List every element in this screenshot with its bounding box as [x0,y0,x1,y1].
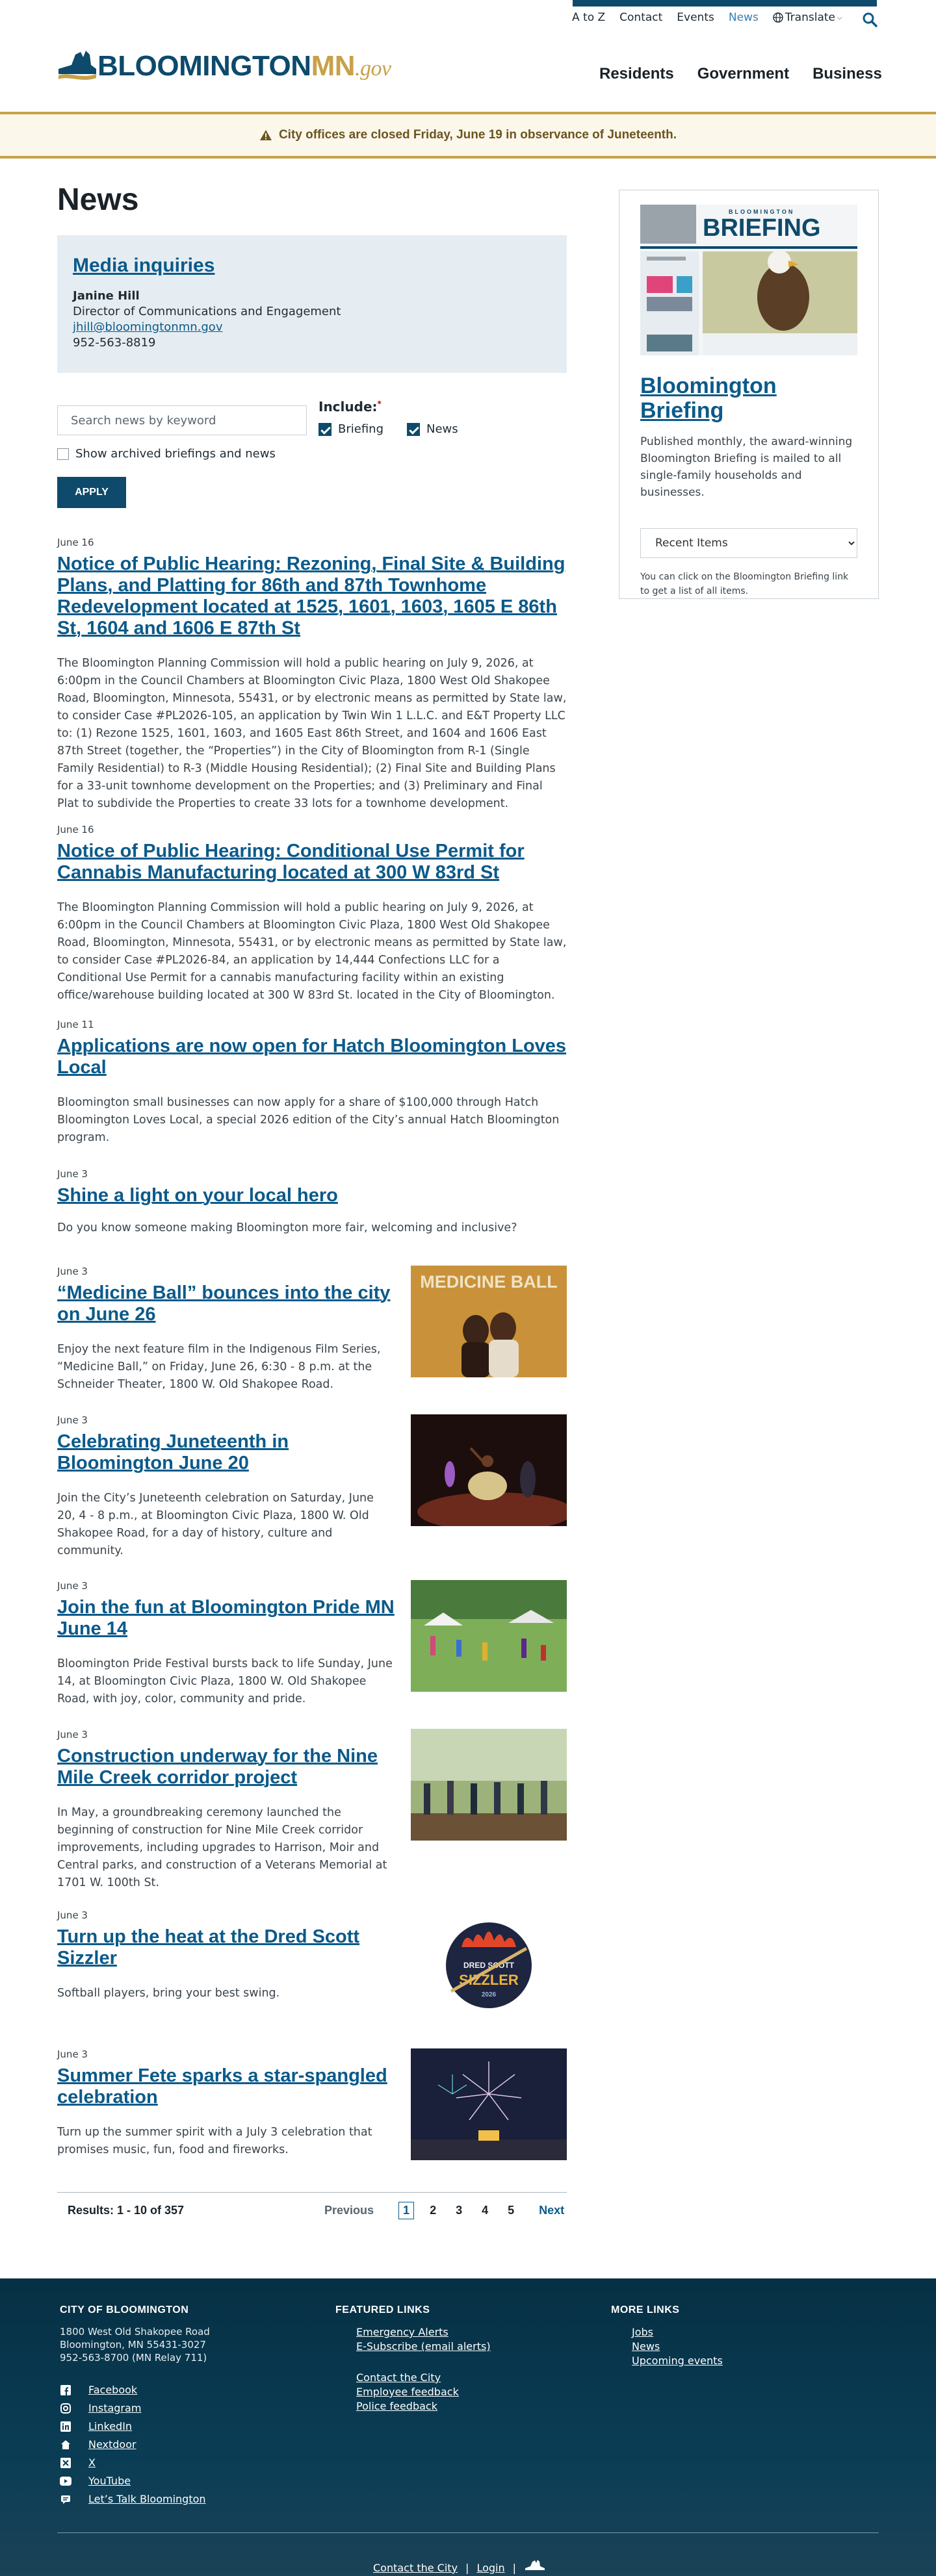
cover-small-text: BLOOMINGTON [729,209,795,215]
site-header [0,39,936,110]
page-4-button[interactable]: 4 [482,2204,489,2217]
cover-title-text: BRIEFING [703,214,821,242]
media-contact-name: Janine Hill [73,289,140,303]
include-label: Include:* [318,399,382,414]
sizzler-logo-top: DRED SCOTT [463,1961,514,1970]
news-summary: Enjoy the next feature film in the Indigenous Film Series, “Medicine Ball,” on Friday, June 26, 6:30 - 8 p.m. at the Schneider Theater, 1800 W. Old Shakopee Road. [57,1343,381,1391]
utility-nav [572,9,842,26]
next-page-button[interactable]: Next [539,2204,565,2217]
news-summary: Bloomington small businesses can now apply for a share of $100,000 through Hatch Bloomington Loves Local, a special 2026 edition of the City’s annual Hatch Bloomington program. [57,1096,560,1144]
top-accent-bar [573,0,877,6]
medicine-ball-poster-image[interactable] [411,1266,567,1377]
linkedin-link[interactable]: LinkedIn [88,2420,133,2432]
nav-business[interactable]: Business [812,65,882,83]
news-item [57,1266,567,1394]
x-icon [60,2457,72,2469]
news-date: June 3 [57,1729,88,1741]
lets-talk-link[interactable]: Let’s Talk Bloomington [88,2493,206,2505]
x-link[interactable]: X [88,2456,96,2469]
briefing-title-link[interactable]: Bloomington Briefing [640,374,777,423]
main-nav [599,65,882,83]
news-title-link[interactable]: Join the fun at Bloomington Pride MN June 14 [57,1597,395,1639]
apply-button[interactable]: APPLY [57,477,126,508]
instagram-icon [60,2403,72,2414]
news-item [57,824,567,1004]
briefing-checkbox[interactable] [318,422,384,436]
news-link[interactable]: News [632,2340,660,2353]
footer-divider [57,2532,879,2533]
footer-phone: 952-563-8700 (MN Relay 711) [60,2352,207,2364]
youtube-link[interactable]: YouTube [88,2475,131,2487]
translate-button[interactable] [773,11,842,24]
upcoming-events-link[interactable]: Upcoming events [632,2354,723,2367]
news-item [57,1580,567,1708]
news-title-link[interactable]: Celebrating Juneteenth in Bloomington June 20 [57,1431,289,1473]
footer-more-heading: MORE LINKS [611,2304,680,2315]
site-footer [0,2278,936,2576]
news-title-link[interactable]: Applications are now open for Hatch Bloomington Loves Local [57,1036,567,1078]
linkedin-icon [60,2421,72,2432]
news-summary: Do you know someone making Bloomington more fair, welcoming and inclusive? [57,1221,517,1234]
news-item [57,1909,567,2002]
briefing-hint: You can click on the Bloomington Briefing link to get a list of all items. [640,572,849,596]
dred-scott-sizzler-logo-image[interactable] [411,1909,567,2021]
news-item [57,537,567,813]
page-3-button[interactable]: 3 [456,2204,463,2217]
media-inquiries-heading: Media inquiries [73,255,215,276]
media-contact-phone: 952-563-8819 [73,336,156,350]
utility-link-a-to-z[interactable]: A to Z [572,11,606,24]
news-summary: Softball players, bring your best swing. [57,1987,280,2000]
instagram-link[interactable]: Instagram [88,2402,142,2414]
chevron-down-icon: ⌵ [837,14,842,21]
fireworks-image[interactable] [411,2048,567,2160]
groundbreaking-ceremony-image[interactable] [411,1729,567,1841]
briefing-cover-image[interactable] [640,205,857,355]
news-summary: In May, a groundbreaking ceremony launched the beginning of construction for Nine Mile Creek corridor improvements, including upgrades to Harrison, Moir and Central parks, and construction of a Veterans Memorial at 1701 W. 100th St. [57,1806,387,1889]
news-summary: The Bloomington Planning Commission will hold a public hearing on July 9, 2026, at 6:00pm in the Council Chambers at Bloomington Civic Plaza, 1800 West Old Shakopee Road, Bloomington, Minnesota, 55431, or by electronic means as permitted by State law, to consider Case #PL2026-84, an application by 14,444 Confections LLC for a Conditional Use Permit for a cannabis manufacturing facility within an existing office/warehouse building located at 300 W 83rd St. located in the City of Bloomington. [57,901,567,1002]
sizzler-logo-year: 2026 [481,1991,497,1998]
search-icon[interactable] [862,12,878,27]
news-item [57,1019,567,1147]
news-filter-form [57,399,567,529]
news-summary: The Bloomington Planning Commission will hold a public hearing on July 9, 2026, at 6:00pm in the Council Chambers at Bloomington Civic Plaza, 1800 West Old Shakopee Road, Bloomington, Minnesota, 55431, or by electronic means as permitted by State law, to consider Case #PL2026-105, an application by Twin Win 1 L.L.C. and E&T Property LLC to: (1) Rezone 1525, 1601, 1603, and 1605 East 86th Street, and 1604 and 1606 East 87th Street (together, the “Properties”) in the City of Bloomington from R-1 (Single Family Residential) to R-3 (Middle Housing Residential); (2) Final Site and Building Plans for a 33-unit townhome development on the Properties; and (3) Preliminary and Final Plat to subdivide the Properties to create 33 lots for a townhome development. [57,657,567,810]
contact-city-link[interactable]: Contact the City [356,2371,441,2384]
news-date: June 11 [57,1019,94,1030]
poster-title: MEDICINE BALL [420,1272,558,1292]
news-title-link[interactable]: Summer Fete sparks a star-spangled celebration [57,2065,387,2108]
login-link[interactable]: Login [476,2561,505,2574]
footer-logo-icon [524,2559,546,2576]
media-contact-email[interactable]: jhill@bloomingtonmn.gov [73,320,223,334]
news-date: June 16 [57,537,94,548]
previous-page-button[interactable]: Previous [324,2204,374,2217]
utility-link-contact[interactable]: Contact [619,11,663,24]
archived-label: Show archived briefings and news [75,447,276,461]
alert-banner [0,112,936,159]
footer-address-1: 1800 West Old Shakopee Road [60,2326,210,2338]
briefing-sidebar [619,190,879,599]
page-2-button[interactable]: 2 [430,2204,437,2217]
news-summary: Bloomington Pride Festival bursts back to life Sunday, June 14, at Bloomington Civic Plaza, 1800 W. Old Shakopee Road, with joy, color, community and pride. [57,1657,393,1705]
alert-text: City offices are closed Friday, June 19 in observance of Juneteenth. [278,128,677,142]
news-title-link[interactable]: Turn up the heat at the Dred Scott Sizzler [57,1926,360,1969]
recent-items-select[interactable] [640,528,857,558]
news-date: June 16 [57,824,94,835]
news-summary: Join the City’s Juneteenth celebration on Saturday, June 20, 4 - 8 p.m., at Bloomington Civic Plaza, 1800 W. Old Shakopee Road, for a day of history, culture and community. [57,1492,374,1557]
facebook-link[interactable]: Facebook [88,2384,138,2396]
utility-link-events[interactable]: Events [677,11,714,24]
news-date: June 3 [57,2048,88,2060]
nextdoor-icon [60,2439,72,2451]
nextdoor-link[interactable]: Nextdoor [88,2438,136,2451]
footer-city-heading: CITY OF BLOOMINGTON [60,2304,189,2315]
globe-icon [773,12,783,23]
city-logo-mark-icon [57,45,98,87]
news-checkbox[interactable] [407,422,458,436]
footer-address-2: Bloomington, MN 55431-3027 [60,2339,206,2351]
main-content [57,182,567,529]
news-item [57,1729,567,1892]
news-title-link[interactable]: “Medicine Ball” bounces into the city on June 26 [57,1282,391,1325]
news-date: June 3 [57,1168,88,1180]
news-date: June 3 [57,1266,88,1277]
archived-checkbox-box[interactable] [57,448,69,460]
e-subscribe-link[interactable]: E-Subscribe (email alerts) [356,2340,491,2353]
footer-contact-link[interactable]: Contact the City [373,2561,458,2574]
search-news-input[interactable] [57,405,307,435]
footer-city-column [60,2304,210,2508]
briefing-description: Published monthly, the award-winning Bloomington Briefing is mailed to all single-family households and businesses. [640,435,853,499]
news-item [57,2048,567,2159]
briefing-label: Briefing [338,422,384,436]
pagination [57,2192,567,2228]
news-item [57,1414,567,1560]
news-title-link[interactable]: Notice of Public Hearing: Conditional Use Permit for Cannabis Manufacturing located at 300 W 83rd St [57,841,525,883]
police-feedback-link[interactable]: Police feedback [356,2400,437,2412]
news-label: News [426,422,458,436]
site-logo[interactable] [57,45,391,87]
page-title: News [57,183,139,217]
footer-featured-column [335,2304,491,2414]
news-title-link[interactable]: Shine a light on your local hero [57,1185,338,1206]
briefing-checkbox-box[interactable] [318,423,332,436]
employee-feedback-link[interactable]: Employee feedback [356,2386,459,2398]
facebook-icon [60,2384,72,2396]
youtube-icon [60,2475,72,2487]
news-date: June 3 [57,1414,88,1426]
media-inquiries-box [57,235,567,373]
footer-featured-heading: FEATURED LINKS [335,2304,430,2315]
lets-talk-icon [60,2493,72,2505]
page-5-button[interactable]: 5 [508,2204,515,2217]
news-title-link[interactable]: Notice of Public Hearing: Rezoning, Final Site & Building Plans, and Platting for 86th and 87th Townhome Redevelopment located at 1525, 1601, 1603, 1605 E 86th St, 1604 and 1606 E 87th St [57,554,566,639]
news-title-link[interactable]: Construction underway for the Nine Mile Creek corridor project [57,1746,378,1788]
jobs-link[interactable]: Jobs [632,2326,653,2338]
nav-residents[interactable]: Residents [599,65,674,83]
nav-government[interactable]: Government [697,65,790,83]
news-date: June 3 [57,1909,88,1921]
news-summary: Turn up the summer spirit with a July 3 celebration that promises music, fun, food and fireworks. [57,2126,372,2156]
results-count: Results: 1 - 10 of 357 [68,2204,185,2217]
pride-festival-image[interactable] [411,1580,567,1692]
juneteenth-dancer-image[interactable] [411,1414,567,1526]
news-item [57,1168,567,1237]
news-checkbox-box[interactable] [407,423,420,436]
include-filter [318,399,458,436]
translate-label: Translate [785,11,835,24]
show-archived-checkbox[interactable] [57,447,276,461]
warning-icon [259,129,272,141]
media-contact-role: Director of Communications and Engagement [73,305,341,318]
footer-more-column [611,2304,723,2368]
social-links [60,2381,210,2508]
required-mark: * [377,399,382,409]
utility-link-news[interactable]: News [728,11,759,24]
footer-bottom-links: Contact the City | Login | [373,2559,546,2576]
sizzler-logo-main: SIZZLER [459,1972,519,1988]
news-date: June 3 [57,1580,88,1592]
emergency-alerts-link[interactable]: Emergency Alerts [356,2326,448,2338]
logo-text: BLOOMINGTONMN.gov [98,50,391,82]
page-1-button[interactable]: 1 [398,2202,414,2219]
